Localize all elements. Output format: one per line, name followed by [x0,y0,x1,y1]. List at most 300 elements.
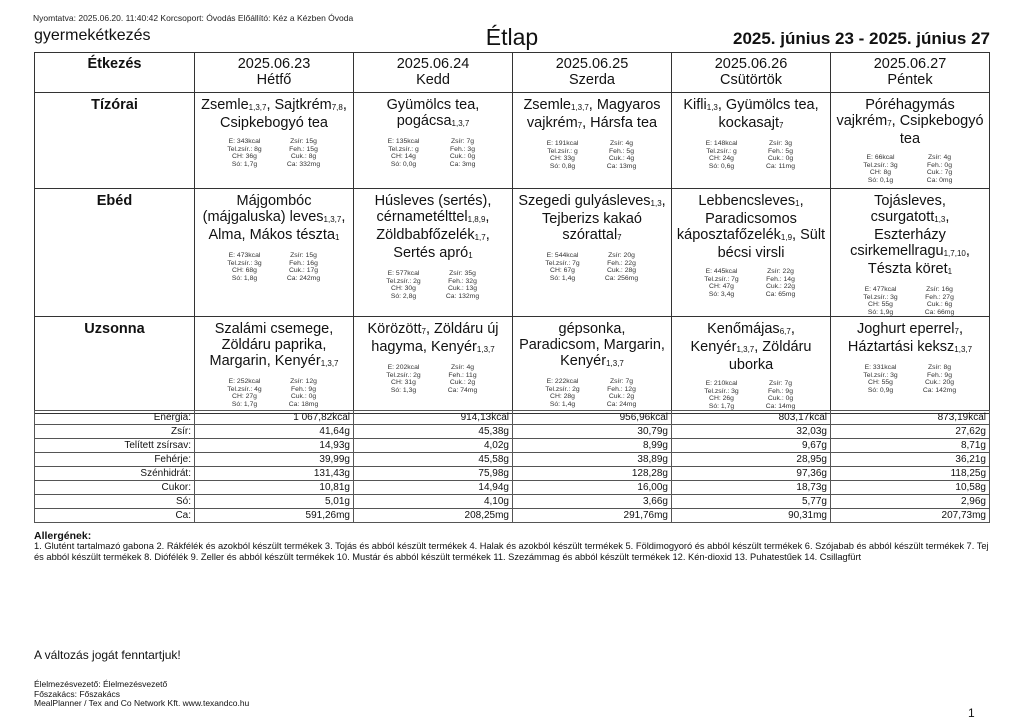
meal-row [35,317,990,414]
nutrient-total: 803,17kcal [672,411,831,425]
page-number: 1 [968,706,975,720]
allergen-codes: 1 [335,233,340,242]
nutrient-total: 5,77g [672,495,831,509]
day-name: Kedd [416,72,450,88]
nutrition-value: Zsír: 20g [608,252,635,259]
nutrient-total: 45,38g [354,425,513,439]
food-item: Májgombóc (májgaluska) leves [202,193,324,225]
nutrition-info [513,378,671,408]
menu-cell [672,317,831,414]
day-header [354,53,513,93]
nutrient-label: Fehérje: [35,453,195,467]
nutrition-value: Feh.: 9g [927,371,952,379]
menu-cell [831,93,990,189]
nutrition-value: Ca: 11mg [766,162,795,170]
nutrient-label: Energia: [35,411,195,425]
nutrition-value: Só: 1,7g [231,400,258,408]
nutrition-value: CH: 26g [709,395,734,402]
nutrient-total: 30,79g [513,425,672,439]
credits [34,680,249,709]
allergen-codes: 1 [795,199,800,208]
nutrition-column [533,378,592,408]
nutrition-value: Cuk.: 2g [608,393,635,400]
nutrition-column [910,154,969,184]
menu-cell [354,189,513,317]
food-item: , Paradicsomos káposztafőzelék [676,193,804,243]
menu-cell [354,317,513,414]
nutrition-value: Zsír: 4g [927,154,952,161]
food-description [195,189,353,245]
nutrition-value: Feh.: 32g [448,277,477,285]
nutrition-value: Zsír: 4g [609,140,634,147]
nutrition-value: E: 135kcal [387,138,420,145]
food-item: Zsemle [201,97,249,113]
nutrition-value: Zsír: 7g [768,380,793,387]
day-date: 2025.06.25 [555,56,629,72]
nutrient-total: 16,00g [513,481,672,495]
allergen-codes: 1,3,7 [320,359,339,368]
nutrition-value: Feh.: 12g [607,385,636,393]
nutrition-column [274,138,333,168]
food-description [354,317,512,357]
allergen-codes: 1,3 [934,215,946,224]
meal-name: Ebéd [35,189,195,317]
allergen-codes: 1 [468,251,473,260]
page-title: Étlap [485,24,539,50]
nutrition-value: Cuk.: 4g [608,155,635,162]
nutrition-info [672,140,830,170]
nutrition-value: CH: 14g [391,153,416,160]
food-description [831,93,989,147]
nutrition-value: CH: 30g [391,285,416,292]
nutrition-value: Só: 2,8g [390,292,417,300]
nutrient-total: 45,58g [354,453,513,467]
food-item: , Sült bécsi virsli [717,227,826,261]
menu-cell [513,317,672,414]
nutrition-value: Cuk.: 0g [290,393,317,400]
nutrition-column [215,252,274,282]
nutrition-column [215,378,274,408]
food-item: , Hársfa tea [582,115,658,131]
nutrition-value: Só: 3,4g [708,290,735,298]
nutrition-column [692,268,751,298]
nutrition-value: Tel.zsír.: 4g [227,385,262,393]
nutrition-value: E: 477kcal [864,286,897,293]
allergen-codes: 1,3,7 [571,103,589,112]
nutrition-value: Só: 1,7g [231,160,258,168]
nutrition-value: Ca: 18mg [288,400,319,408]
food-description [831,189,989,279]
nutrition-value: E: 343kcal [228,138,261,145]
nutrient-total: 5,01g [195,495,354,509]
nutrition-column [374,364,433,394]
menu-cell [195,93,354,189]
nutrition-value: CH: 24g [709,155,734,162]
meal-name: Uzsonna [35,317,195,414]
allergen-codes: 1,7,10 [943,249,966,258]
nutrition-value: E: 148kcal [705,140,738,147]
nutrient-total: 39,99g [195,453,354,467]
nutrition-value: Feh.: 3g [450,145,475,153]
nutrition-totals-table [34,410,990,523]
nutrition-value: Ca: 14mg [765,402,796,410]
nutrition-column [274,378,333,408]
nutrition-value: Feh.: 16g [289,259,318,267]
menu-cell [831,317,990,414]
nutrition-value: Ca: 13mg [606,162,637,170]
food-description [195,317,353,371]
meal-row [35,93,990,189]
day-header [513,53,672,93]
nutrition-column [751,268,810,298]
nutrition-value: Tel.zsír.: g [388,145,419,153]
nutrition-value: Tel.zsír.: g [706,147,737,155]
nutrition-value: Ca: 0mg [926,176,953,184]
nutrient-total: 10,58g [831,481,990,495]
nutrition-value: Tel.zsír.: 3g [863,293,898,301]
totals-row [35,509,990,523]
nutrition-column [433,270,492,300]
day-name: Csütörtök [719,72,783,88]
menu-cell [831,189,990,317]
nutrition-column [692,380,751,410]
nutrition-value: Tel.zsír.: 2g [386,277,421,285]
header-row [35,53,990,93]
nutrition-value: Cuk.: 0g [767,395,794,402]
nutrition-value: E: 473kcal [228,252,261,259]
nutrient-total: 4,02g [354,439,513,453]
menu-cell [672,93,831,189]
allergen-codes: 7 [887,119,892,128]
food-item: , Csipkebogyó tea [219,97,347,131]
food-description [672,93,830,133]
allergens-list: 1. Glutént tartalmazó gabona 2. Rákfélék és azokból készült termékek 3. Tojás és abból készült termékek 4. Halak és azokból készült termékek 5. Földimogyoró és abból készült termékek 6. Szójabab és abból készült termékek 7. Tej és abból készült termékek 8. Diófélék 9. Zeller és abból készült termékek 10. Mustár és abból készült termékek 11. Szezámmag és abból készült termékek 12. Kén-dioxid 13. Puhatestűek 14. Csillagfürt [34,541,989,562]
food-item: gépsonka, Paradicsom, Margarin, Kenyér [519,321,665,369]
nutrition-column [751,140,810,170]
food-item: , Gyümölcs tea, kockasajt [717,97,819,131]
nutrition-info [195,138,353,168]
nutrition-value: Cuk.: 8g [290,153,317,160]
food-item: , Zöldáru új hagyma, Kenyér [371,321,499,355]
print-info: Nyomtatva: 2025.06.20. 11:40:42 Korcsoport: Óvodás Előállító: Kéz a Kézben Óvoda [33,13,354,23]
menu-table [34,52,990,414]
corner-header: Étkezés [35,53,195,93]
nutrition-value: Tel.zsír.: 2g [545,385,580,393]
nutrition-value: Zsír: 12g [290,378,317,385]
nutrition-column [215,138,274,168]
nutrient-label: Cukor: [35,481,195,495]
nutrient-total: 10,81g [195,481,354,495]
nutrition-value: Só: 0,0g [390,160,417,168]
nutrition-value: Tel.zsír.: 7g [545,259,580,267]
nutrient-label: Zsír: [35,425,195,439]
nutrition-value: Cuk.: 7g [926,169,953,176]
nutrition-value: CH: 28g [550,393,575,400]
nutrition-value: Ca: 65mg [765,290,796,298]
nutrition-value: Só: 0,6g [708,162,735,170]
nutrition-value: Tel.zsír.: 3g [704,387,739,395]
nutrient-total: 291,76mg [513,509,672,523]
nutrient-total: 591,26mg [195,509,354,523]
nutrition-value: Feh.: 5g [609,147,634,155]
nutrition-value: Ca: 3mg [449,160,476,168]
food-item: Lebbencsleves [698,193,796,209]
nutrition-column [374,138,433,168]
nutrient-total: 208,25mg [354,509,513,523]
nutrient-total: 90,31mg [672,509,831,523]
menu-cell [195,189,354,317]
meal-name: Tízórai [35,93,195,189]
allergen-codes: 1,9 [780,233,793,242]
nutrition-value: Ca: 256mg [604,274,639,282]
day-name: Hétfő [256,72,292,88]
nutrition-info [672,268,830,298]
food-item: , Tészta köret [867,243,970,277]
nutrition-value: E: 191kcal [546,140,579,147]
nutrition-value: Só: 1,9g [867,308,894,316]
nutrient-total: 131,43g [195,467,354,481]
nutrition-value: Ca: 74mg [447,386,478,394]
nutrition-value: Só: 0,1g [867,176,894,184]
nutrient-total: 14,94g [354,481,513,495]
food-description [831,317,989,357]
nutrition-info [672,380,830,410]
food-item: Szalámi csemege, Zöldáru paprika, Margarin, Kenyér [209,321,334,369]
food-item: Kenőmájas [707,321,780,337]
nutrition-value: CH: 55g [868,379,893,386]
menu-cell [672,189,831,317]
nutrition-value: Zsír: 3g [768,140,793,147]
food-description [672,317,830,373]
nutrition-value: Zsír: 15g [290,252,317,259]
day-date: 2025.06.26 [714,56,788,72]
nutrition-value: Feh.: 5g [768,147,793,155]
credit-line: Főszakács: Főszakács [34,688,120,699]
nutrient-total: 14,93g [195,439,354,453]
nutrition-info [354,270,512,300]
nutrient-label: Só: [35,495,195,509]
nutrition-column [851,364,910,394]
food-item: , Zöldáru uborka [728,339,812,373]
nutrient-total: 8,71g [831,439,990,453]
nutrition-value: Feh.: 9g [291,385,316,393]
nutrition-value: CH: 8g [869,169,892,176]
allergen-codes: 1,3,7 [954,345,973,354]
nutrition-value: Cuk.: 0g [449,153,476,160]
nutrient-total: 97,36g [672,467,831,481]
date-range: 2025. június 23 - 2025. június 27 [732,29,990,48]
food-description [513,189,671,245]
nutrition-value: Tel.zsír.: 3g [863,161,898,169]
nutrition-value: Cuk.: 17g [288,267,319,274]
food-description [354,93,512,131]
nutrition-column [592,140,651,170]
nutrition-value: E: 577kcal [387,270,420,277]
nutrition-value: Zsír: 4g [450,364,475,371]
allergen-codes: 1,3,7 [736,345,755,354]
day-date: 2025.06.23 [237,56,311,72]
nutrition-value: CH: 36g [232,153,257,160]
nutrition-value: CH: 55g [868,301,893,308]
nutrition-column [910,286,969,316]
nutrition-value: Zsír: 16g [926,286,953,293]
food-description [513,93,671,133]
allergen-codes: 1,3 [706,103,718,112]
nutrition-value: Ca: 132mg [445,292,480,300]
totals-row [35,481,990,495]
nutrition-value: Ca: 332mg [286,160,321,168]
nutrient-total: 41,64g [195,425,354,439]
nutrition-value: E: 331kcal [864,364,897,371]
food-item: Körözött [367,321,422,337]
day-header [831,53,990,93]
totals-row [35,467,990,481]
nutrient-total: 1 067,82kcal [195,411,354,425]
nutrient-total: 3,66g [513,495,672,509]
food-description [672,189,830,261]
food-item: , Tejberizs kakaó szórattal [542,193,666,243]
allergen-codes: 7,8 [331,103,343,112]
nutrition-value: Feh.: 15g [289,145,318,153]
allergens-title: Allergének: [34,530,92,542]
food-item: Tojásleves, csurgatott [870,193,946,225]
nutrition-value: E: 222kcal [546,378,579,385]
credit-line: Élelmezésvezető: Élelmezésvezető [34,679,168,689]
nutrition-value: Feh.: 27g [925,293,954,301]
nutrient-label: Ca: [35,509,195,523]
meal-row [35,189,990,317]
nutrition-value: Ca: 142mg [922,386,957,394]
nutrition-value: Só: 1,7g [708,402,735,410]
nutrient-total: 118,25g [831,467,990,481]
food-item: , Eszterházy csirkemellragu [850,209,950,259]
food-item: , Sajtkrém [266,97,332,113]
allergen-codes: 7 [779,121,784,130]
nutrient-label: Telített zsírsav: [35,439,195,453]
nutrition-value: Tel.zsír.: 7g [704,275,739,283]
food-description [195,93,353,131]
allergen-codes: 1 [947,267,953,276]
allergen-codes: 7 [421,327,426,336]
nutrition-info [354,138,512,168]
nutrition-value: CH: 33g [550,155,575,162]
nutrition-value: Ca: 242mg [286,274,321,282]
nutrition-column [851,286,910,316]
nutrition-value: E: 544kcal [546,252,579,259]
allergen-codes: 1,3,7 [323,215,342,224]
nutrient-label: Szénhidrát: [35,467,195,481]
allergen-codes: 7 [617,233,622,242]
day-name: Szerda [569,72,615,88]
food-item: Szegedi gulyásleves [518,193,651,209]
nutrition-value: Ca: 66mg [924,308,955,316]
nutrition-info [195,378,353,408]
totals-row [35,411,990,425]
nutrition-value: CH: 27g [232,393,257,400]
nutrient-total: 956,96kcal [513,411,672,425]
allergen-codes: 1,8,9 [467,215,486,224]
menu-cell [354,93,513,189]
nutrition-column [751,380,810,410]
nutrition-value: Só: 1,8g [231,274,258,282]
nutrition-value: Tel.zsír.: 3g [863,371,898,379]
nutrition-column [592,378,651,408]
allergen-codes: 1,3,7 [476,345,495,354]
nutrition-value: E: 445kcal [705,268,738,275]
nutrient-total: 128,28g [513,467,672,481]
nutrition-column [374,270,433,300]
food-item: Gyümölcs tea, pogácsa [386,97,480,129]
food-item: Póréhagymás vajkrém [836,97,955,129]
nutrition-value: CH: 68g [232,267,257,274]
nutrition-value: CH: 67g [550,267,575,274]
nutrition-value: Feh.: 11g [448,371,477,379]
food-item: , Alma, Mákos tészta [208,209,346,243]
food-item: , Magyaros vajkrém [526,97,661,131]
nutrient-total: 27,62g [831,425,990,439]
allergen-codes: 7 [954,327,959,336]
nutrient-total: 9,67g [672,439,831,453]
nutrition-column [274,252,333,282]
food-item: Húsleves (sertés), cérnametélttel [374,193,492,225]
nutrition-value: Tel.zsír.: 3g [227,259,262,267]
nutrition-value: Zsír: 15g [290,138,317,145]
totals-row [35,425,990,439]
nutrient-total: 28,95g [672,453,831,467]
nutrition-info [513,140,671,170]
allergen-codes: 1,7 [474,233,486,242]
nutrition-value: Só: 0,8g [549,162,576,170]
food-item: , Kenyér [690,321,795,355]
nutrition-value: Zsír: 35g [449,270,476,277]
food-item: Zsemle [523,97,571,113]
allergen-codes: 1,3,7 [248,103,267,112]
nutrient-total: 914,13kcal [354,411,513,425]
nutrition-column [592,252,651,282]
nutrition-value: Só: 0,9g [867,386,894,394]
nutrition-value: Zsír: 22g [767,268,794,275]
menu-cell [513,189,672,317]
nutrition-value: Só: 1,3g [390,386,417,394]
nutrition-column [533,140,592,170]
nutrition-column [433,138,492,168]
allergen-codes: 6,7 [779,327,791,336]
day-date: 2025.06.24 [396,56,470,72]
nutrition-value: Tel.zsír.: 8g [227,145,262,153]
nutrition-column [851,154,910,184]
food-item: , Csipkebogyó tea [891,113,984,147]
nutrient-total: 207,73mg [831,509,990,523]
nutrition-column [433,364,492,394]
nutrient-total: 8,99g [513,439,672,453]
nutrition-value: Tel.zsír.: 2g [386,371,421,379]
nutrition-value: Feh.: 9g [768,387,793,395]
nutrition-value: E: 210kcal [705,380,738,387]
credit-line: MealPlanner / Tex and Co Network Kft. www.texandco.hu [34,698,250,708]
food-description [354,189,512,263]
nutrient-total: 75,98g [354,467,513,481]
nutrition-column [692,140,751,170]
day-name: Péntek [887,72,933,88]
nutrition-value: Zsír: 8g [927,364,952,371]
menu-cell [195,317,354,414]
nutrition-value: E: 252kcal [228,378,261,385]
day-header [672,53,831,93]
allergen-codes: 7 [577,121,583,130]
totals-row [35,495,990,509]
nutrition-value: Feh.: 0g [927,161,952,169]
nutrient-total: 2,96g [831,495,990,509]
